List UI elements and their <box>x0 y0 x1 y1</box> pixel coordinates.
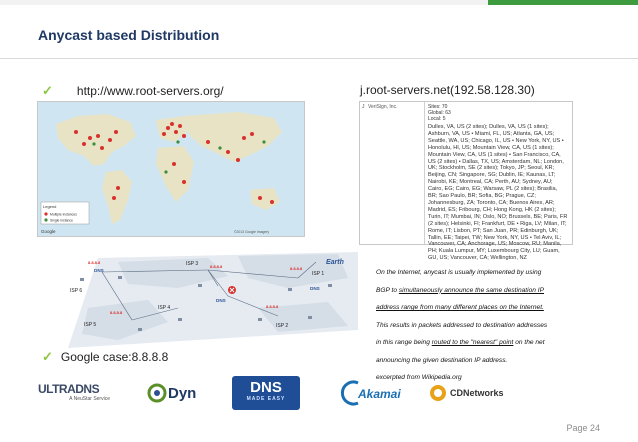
table-site-list: Dulles, VA, US (2 sites); Dulles, VA, US (1 sites); Ashburn, VA, US • Miami, FL, US; Atlanta, GA, US; Seattle, WA, US; Chicago, IL, US • New York, NY, US • Honolulu, HI, US; Mountain View, CA, US (1 sites); Mountain View, CA, US (1 sites) • San Francisco, CA, US (2 sites) • Dallas, TX, US; Amsterdam, NL; London, UK; Stockholm, SE (2 sites); Tokyo, JP; Seoul, KR; Beijing, CN; Singapore, SG; Dublin, IE; Kaunas, LT; Nairobi, KE; Montreal, CA; Perth, AU; Sydney, AU; Cairo, EG; Cairo, EG; Warsaw, PL (2 sites); Brasilia, BR; Sao Paulo, BR; Sofia, BG; Prague, CZ; Johannesburg, ZA; Toronto, CA; Buenos Aires, AR; Madrid, ES; Fribourg, CH; Hong Kong, HK (2 sites); Turin, IT; Mumbai, IN; Oslo, NO; Brussels, BE; Paris, FR (2 sites); Helsinki, FI; Frankfurt, DE • Riga, LV; Milan, IT; Rome, IT; Lisbon, PT; San Juan, PR; Edinburgh, UK; Tallin, EE; Taipei, TW; New York, NY, US • Tel Aviv, IL; Vancouver, CA; Anchorage, US; Moscow, RU; Manila, PH; Kuala Lumpur, MY; Luxembourg City, LU; Guam, GU, US; Vancouver, CA; Wellington, NZ <box>428 124 568 262</box>
anycast-address-node-5: 8.8.8.8 <box>110 310 123 315</box>
desc-line-3: address range from many different places on the Internet. <box>376 304 544 311</box>
dns-label-4: DNS <box>216 298 226 303</box>
bullet-google-case <box>42 349 168 365</box>
title-divider <box>0 58 638 59</box>
anycast-address-node-3: 8.8.8.8 <box>210 264 223 269</box>
dns-provider-logos <box>38 376 598 412</box>
desc-line-4: This results in packets addressed to destination addresses <box>376 321 548 329</box>
page-number: Page 24 <box>566 423 600 433</box>
desc-line-6: announcing the given destination IP address. <box>376 356 508 364</box>
dyn-logo: Dyn <box>148 376 208 410</box>
isp4-label: ISP 4 <box>158 305 171 311</box>
slide-title: Anycast based Distribution <box>38 27 220 43</box>
table-row-letter: J <box>362 104 365 110</box>
isp1-label: ISP 1 <box>312 271 325 277</box>
bullet-root-servers <box>42 83 224 99</box>
table-operator: VeriSign, Inc. <box>368 104 398 110</box>
isp2-label: ISP 2 <box>276 323 289 329</box>
google-case-label: Google case:8.8.8.8 <box>60 350 169 364</box>
anycast-address-node-1: 8.8.8.8 <box>290 266 303 271</box>
root-servers-link[interactable]: http://www.root-servers.org/ <box>76 84 224 98</box>
anycast-address-node-2: 8.8.8.8 <box>266 304 279 309</box>
table-site-counts <box>428 104 451 122</box>
j-root-sites-table <box>359 101 573 262</box>
desc-line-1: On the Internet, anycast is usually implemented by using <box>376 269 542 276</box>
site-count-total: Sites: 70 <box>428 104 448 110</box>
map-imagery-credit: ©2013 Google Imagery <box>234 230 270 234</box>
legend-item-single: Single instance <box>50 218 73 223</box>
checkmark-icon: ✓ <box>42 349 53 364</box>
table-left-column <box>360 102 425 244</box>
world-map-image <box>38 102 304 236</box>
desc-line-2: BGP to simultaneously announce the same destination IP <box>376 286 544 294</box>
j-root-label: j.root-servers.net(192.58.128.30) <box>360 83 535 97</box>
cdnetworks-logo: CDNetworks <box>428 376 518 410</box>
anycast-diagram <box>58 248 368 350</box>
site-count-local: Local: 5 <box>428 116 446 122</box>
anycast-address-node-6: 8.8.8.8 <box>88 260 101 265</box>
map-legend-title: Legend <box>43 204 57 209</box>
checkmark-icon: ✓ <box>42 83 53 98</box>
ultradns-logo: ULTRADNS A NeuStar Service <box>38 382 110 402</box>
top-bar <box>0 0 638 5</box>
anycast-description <box>376 264 582 387</box>
isp6-label: ISP 6 <box>70 288 83 294</box>
root-servers-world-map <box>37 101 305 237</box>
dns-label-1: DNS <box>310 286 320 291</box>
top-accent-bar <box>488 0 638 5</box>
site-count-global: Global: 63 <box>428 110 451 116</box>
isp5-label: ISP 5 <box>84 322 97 328</box>
legend-item-multiple: Multiple instances <box>50 212 77 217</box>
desc-line-5: in this range being routed to the "nearest" point on the net <box>376 339 545 346</box>
desc-source: excerpted from Wikipedia.org <box>376 374 462 381</box>
earth-label: Earth <box>326 259 344 266</box>
dns-label-6: DNS <box>94 268 104 273</box>
isp3-label: ISP 3 <box>186 261 199 267</box>
akamai-logo: Akamai <box>340 376 410 410</box>
anycast-diagram-image <box>58 248 368 350</box>
dns-made-easy-logo: DNS MADE EASY <box>232 376 300 410</box>
map-google-label: Google <box>41 229 56 234</box>
